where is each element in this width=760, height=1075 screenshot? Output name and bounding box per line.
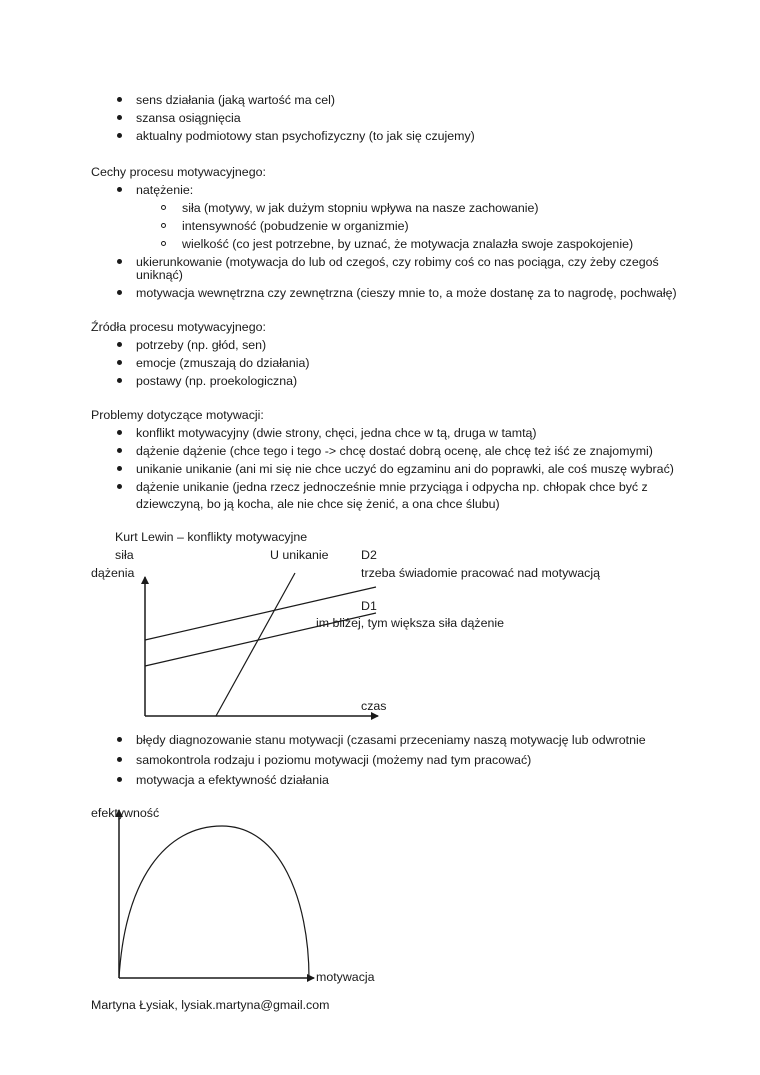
list-item: ukierunkowanie (motywacja do lub od czegoś, czy robimy coś co nas pociąga, czy żeby czegoś — [136, 255, 659, 269]
list-item: emocje (zmuszają do działania) — [136, 356, 310, 370]
section-heading-problemy: Problemy dotyczące motywacji: — [91, 408, 264, 422]
y-axis-label: siła — [115, 548, 134, 562]
d2-line — [145, 587, 376, 640]
list-item: samokontrola rodzaju i poziomu motywacji (możemy nad tym pracować) — [136, 753, 532, 767]
list-item: unikanie unikanie (ani mi się nie chce uczyć do egzaminu ani do poprawki, ale coś muszę wybrać) — [136, 462, 674, 476]
d2-label: D2 — [361, 548, 377, 562]
list-item: dążenie dążenie (chce tego i tego -> chcę dostać dobrą ocenę, ale chcę też iść ze znajomymi) — [136, 444, 653, 458]
section-heading-cechy: Cechy procesu motywacyjnego: — [91, 165, 266, 179]
list-item: motywacja a efektywność działania — [136, 773, 329, 787]
efficiency-curve — [119, 826, 309, 978]
efficiency-x-label: motywacja — [316, 970, 375, 984]
list-item: natężenie: — [136, 183, 194, 197]
u-line-label: U unikanie — [270, 548, 329, 562]
d1-label: D1 — [361, 599, 377, 613]
bullet-icon — [117, 737, 122, 742]
bullet-icon — [117, 777, 122, 782]
list-item-continuation: uniknąć) — [136, 268, 183, 282]
list-item: postawy (np. proekologiczna) — [136, 374, 298, 388]
y-axis-label: dążenia — [91, 566, 135, 580]
efficiency-y-label: efektywność — [91, 806, 160, 820]
author-footer: Martyna Łysiak, lysiak.martyna@gmail.com — [91, 998, 330, 1012]
bullet-icon — [117, 757, 122, 762]
section-heading-zrodla: Źródła procesu motywacyjnego: — [91, 320, 266, 334]
sub-list-item: intensywność (pobudzenie w organizmie) — [182, 219, 409, 233]
list-item: szansa osiągnięcia — [136, 111, 241, 125]
d2-note: trzeba świadomie pracować nad motywacją — [361, 566, 600, 580]
diagram-title: Kurt Lewin – konflikty motywacyjne — [115, 530, 308, 544]
sub-list-item: siła (motywy, w jak dużym stopniu wpływa na nasze zachowanie) — [182, 201, 539, 215]
list-item: motywacja wewnętrzna czy zewnętrzna (cieszy mnie to, a może dostanę za to nagrodę, pochwałę) — [136, 286, 677, 300]
list-item-continuation: dziewczyną, bo ją kocha, ale nie chce się żenić, a ona chce ślubu) — [136, 497, 500, 511]
sub-list-item: wielkość (co jest potrzebne, by uznać, że motywacja znalazła swoje zaspokojenie) — [182, 237, 634, 251]
list-item: sens działania (jaką wartość ma cel) — [136, 93, 336, 107]
list-item: konflikt motywacyjny (dwie strony, chęci, jedna chce w tą, druga w tamtą) — [136, 426, 537, 440]
list-item: błędy diagnozowanie stanu motywacji (czasami przeceniamy naszą motywację lub odwrotnie — [136, 733, 646, 747]
d1-note: im bliżej, tym większa siła dążenie — [316, 616, 504, 630]
u-line — [216, 573, 295, 716]
list-item: potrzeby (np. głód, sen) — [136, 338, 267, 352]
d1-line — [145, 613, 376, 666]
list-item: dążenie unikanie (jedna rzecz jednocześnie mnie przyciąga i odpycha np. chłopak chce być z — [136, 480, 648, 494]
x-axis-label: czas — [361, 699, 387, 713]
list-item: aktualny podmiotowy stan psychofizyczny (to jak się czujemy) — [136, 129, 475, 143]
